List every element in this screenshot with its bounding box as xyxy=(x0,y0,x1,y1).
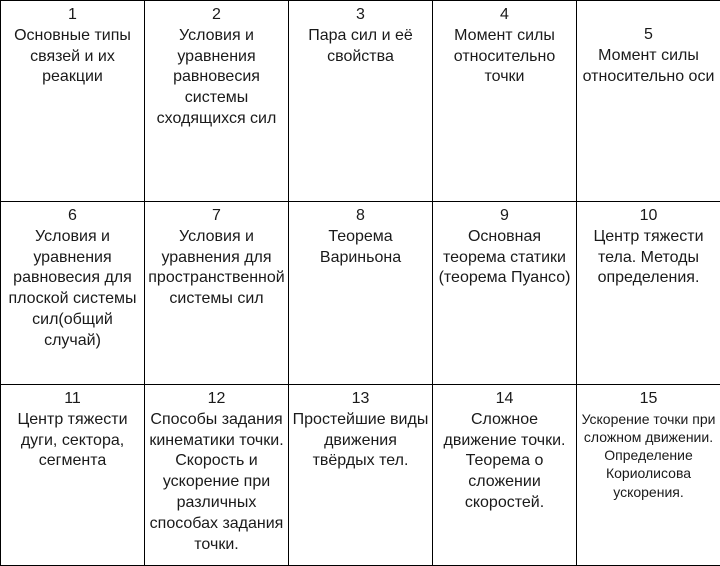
topic-number: 10 xyxy=(580,206,717,227)
topic-cell-7 xyxy=(145,202,289,385)
topic-cell-1 xyxy=(1,1,145,202)
topic-cell-9 xyxy=(433,202,577,385)
topic-number: 9 xyxy=(436,206,573,227)
topic-title: Момент силы относительно точки xyxy=(436,26,573,88)
topic-title: Условия и уравнения для пространственной системы сил xyxy=(148,227,285,310)
topic-cell-12 xyxy=(145,385,289,566)
topic-number: 11 xyxy=(4,389,141,410)
topic-title: Условия и уравнения равновесия системы сходящихся сил xyxy=(148,26,285,130)
topic-cell-2 xyxy=(145,1,289,202)
topic-number: 13 xyxy=(292,389,429,410)
table-row xyxy=(1,202,720,385)
topic-number: 12 xyxy=(148,389,285,410)
topic-cell-6 xyxy=(1,202,145,385)
topic-number: 8 xyxy=(292,206,429,227)
topic-title: Сложное движение точки. Теорема о сложении скоростей. xyxy=(436,410,573,514)
topic-cell-11 xyxy=(1,385,145,566)
topic-number: 15 xyxy=(580,389,717,410)
topic-number: 14 xyxy=(436,389,573,410)
topic-title: Условия и уравнения равновесия для плоской системы сил(общий случай) xyxy=(4,227,141,352)
topic-title: Ускорение точки при сложном движении. Определение Кориолисова ускорения. xyxy=(580,410,717,501)
topic-number: 1 xyxy=(4,5,141,26)
topic-title: Способы задания кинематики точки. Скорость и ускорение при различных способах задания точки. xyxy=(148,410,285,556)
topic-number: 5 xyxy=(580,25,717,46)
topic-number: 3 xyxy=(292,5,429,26)
topic-cell-14 xyxy=(433,385,577,566)
topic-title: Пара сил и её свойства xyxy=(292,26,429,68)
topic-title: Теорема Вариньона xyxy=(292,227,429,269)
table-row xyxy=(1,1,720,202)
topic-title: Основные типы связей и их реакции xyxy=(4,26,141,88)
topic-title: Центр тяжести дуги, сектора, сегмента xyxy=(4,410,141,472)
topic-number: 7 xyxy=(148,206,285,227)
topic-title: Центр тяжести тела. Методы определения. xyxy=(580,227,717,289)
topic-title: Основная теорема статики (теорема Пуансо) xyxy=(436,227,573,289)
topic-cell-10 xyxy=(577,202,720,385)
topic-cell-8 xyxy=(289,202,433,385)
topic-number: 2 xyxy=(148,5,285,26)
topic-cell-3 xyxy=(289,1,433,202)
table-row xyxy=(1,385,720,566)
topic-title: Простейшие виды движения твёрдых тел. xyxy=(292,410,429,472)
topic-title: Момент силы относительно оси xyxy=(580,46,717,88)
topic-cell-15 xyxy=(577,385,720,566)
topic-cell-5 xyxy=(577,1,720,202)
topic-number: 4 xyxy=(436,5,573,26)
topic-cell-13 xyxy=(289,385,433,566)
topic-number: 6 xyxy=(4,206,141,227)
topic-cell-4 xyxy=(433,1,577,202)
